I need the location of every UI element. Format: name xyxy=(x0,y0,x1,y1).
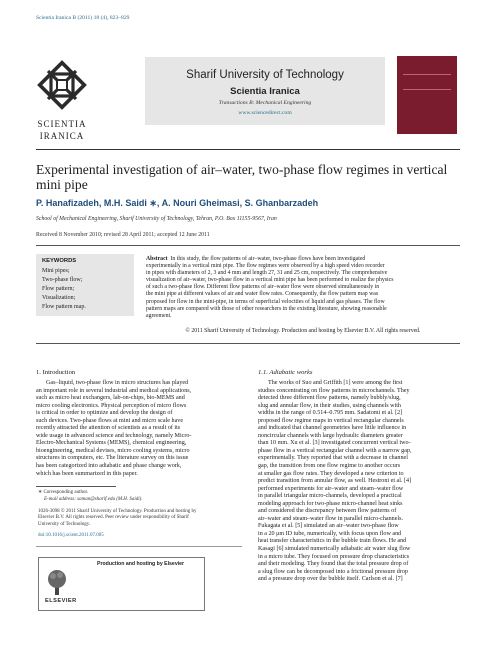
abstract-label: Abstract xyxy=(146,256,168,262)
adiabatic-line: a slug flow can be decomposed into a frictional pressure drop xyxy=(258,568,408,575)
intro-line: micro cooling electronics. Physical perception of micro flows xyxy=(36,402,187,409)
journal-header xyxy=(145,57,385,125)
elsevier-tree-icon xyxy=(45,568,69,596)
abstract-copyright: © 2011 Sharif University of Technology. Production and hosting by Elsevier B.V. All rights reserved. xyxy=(185,328,421,334)
intro-line: Gas–liquid, two-phase flow in micro structures has played xyxy=(46,380,189,386)
adiabatic-line: slug and annular flow, in their studies, using channels with xyxy=(258,402,401,409)
section-heading-introduction: 1. Introduction xyxy=(36,369,76,376)
header-rule xyxy=(36,149,460,150)
transactions-line: Transactions B: Mechanical Engineering xyxy=(218,100,312,106)
adiabatic-line: noncircular channels with large hydraulic diameters greater xyxy=(258,432,403,439)
received-dates: Received 8 November 2010; revised 28 April 2011; accepted 12 June 2011 xyxy=(36,232,210,238)
intro-line: such as micro heat exchangers, lab-on-chips, bio-MEMS and xyxy=(36,395,185,402)
adiabatic-line: modeling approach for two-phase micro-channel heat sinks xyxy=(258,500,403,507)
journal-logo xyxy=(34,57,90,145)
knot-emblem-icon xyxy=(34,57,90,119)
intro-line: an important role in several industrial and medical applications, xyxy=(36,387,192,394)
intro-line: structures in computers, etc. The literature survey on this issue xyxy=(36,455,189,462)
logo-text-line1: SCIENTIA xyxy=(37,119,87,129)
intro-line: has been categorized into adiabatic and phase change work, xyxy=(36,463,182,470)
adiabatic-line: Fukagata et al. [5] simulated an air–water two-phase flow xyxy=(258,523,399,530)
abstract-line: in pipes with diameters of 2, 3 and 4 mm and length 27, 31 and 25 cm, respectively. The comprehensive xyxy=(146,270,388,277)
affiliation: School of Mechanical Engineering, Sharif University of Technology, Tehran, P.O. Box 11155-9567, Iran xyxy=(36,216,277,222)
adiabatic-line: and indicated that channel geometries have little influence in xyxy=(258,425,407,432)
adiabatic-line: proposed flow regime maps in vertical rectangular channels xyxy=(258,417,404,424)
intro-line: Electro-Mechanical Systems (MEMS), chemical engineering, xyxy=(36,440,187,447)
adiabatic-line: in a 20 μm ID tube, numerically, with focus upon flow and xyxy=(258,530,402,537)
abstract-line: the mini pipe at different values of air and water flow rates. Consequently, the flow pattern map was xyxy=(146,291,379,298)
logo-text-line2: IRANICA xyxy=(39,131,85,141)
adiabatic-line: and a pressure drop over the bubble itself. Carlson et al. [7] xyxy=(258,576,403,583)
intro-line: recently attracted the attention of scientists as a result of its xyxy=(36,425,181,432)
doi-rule xyxy=(36,546,242,547)
adiabatic-line: at smaller gas flow rates. They developed a new criterion to xyxy=(258,470,404,477)
footnote-rule xyxy=(36,486,116,487)
adiabatic-line: in parallel triangular micro-channels, developed a practical xyxy=(258,493,402,500)
adiabatic-line: Kasagi [6] simulated numerically adiabatic air water slug flow xyxy=(258,546,411,553)
cover-band xyxy=(403,74,451,90)
abstract xyxy=(146,256,460,320)
corresponding-author-note: ∗ Corresponding author. xyxy=(38,490,89,495)
abstract-line: of such a two-phase flow. Different flow patterns of air–water flow were observed simultaneously in xyxy=(146,284,380,291)
elsevier-box xyxy=(38,557,205,611)
section-heading-adiabatic: 1.1. Adiabatic works xyxy=(258,369,313,376)
abstract-line: visualization of air–water, two-phase flow in a vertical mini pipe has been performed to realize the physics xyxy=(146,277,394,284)
author-list: P. Hanafizadeh, M.H. Saidi ∗, A. Nouri Gheimasi, S. Ghanbarzadeh xyxy=(36,198,319,208)
adiabatic-text xyxy=(258,380,462,584)
keyword-item: Flow pattern; xyxy=(42,286,75,292)
keyword-item: Flow pattern map. xyxy=(42,304,86,310)
university-name: Sharif University of Technology xyxy=(186,69,344,81)
adiabatic-line: and considered the discrepancy between flow patterns of xyxy=(258,508,397,515)
keyword-item: Visualization; xyxy=(42,295,76,301)
adiabatic-line: The works of Suo and Griffith [1] were among the first xyxy=(268,380,403,386)
intro-line: bioengineering, medical devises, micro cooling systems, micro xyxy=(36,447,190,454)
keywords-heading: KEYWORDS xyxy=(42,258,77,264)
doi-link[interactable]: doi:10.1016/j.scient.2011.07.005 xyxy=(38,533,104,538)
intro-line: such devices. Two-phase flows at mini and micro scale have xyxy=(36,417,184,424)
keywords-box xyxy=(36,254,134,316)
abstract-line: proposed for flow in the mini-pipe, in terms of superficial velocities of liquid and gas phases. The flow xyxy=(146,298,385,305)
adiabatic-line: detected three different flow patterns, namely bubbly/slug, xyxy=(258,395,401,402)
abstract-line: Abstract In this study, the flow patterns of air–water, two-phase flows have been investigated xyxy=(146,256,366,262)
adiabatic-line: experimentally. They reported that with a decrease in channel xyxy=(258,455,408,462)
adiabatic-line: gap, the transition from one flow regime to another occurs xyxy=(258,463,401,470)
introduction-text xyxy=(36,380,241,478)
adiabatic-line: air–water and steam–water flow in parallel micro-channels. xyxy=(258,515,404,522)
journal-reference: Scientia Iranica B (2011) 18 (4), 823–829 xyxy=(36,15,130,21)
journal-cover-image xyxy=(397,56,457,134)
intro-line: which has been summarized in this paper. xyxy=(36,470,138,477)
elsevier-wordmark: ELSEVIER xyxy=(45,598,77,604)
elsevier-caption: Production and hosting by Elsevier xyxy=(97,561,185,567)
intro-line: is critical in order to optimize and develop the design of xyxy=(36,410,173,417)
intro-line: wide usage in advanced science and technology, namely Micro- xyxy=(36,432,192,439)
abstract-rule xyxy=(36,343,460,344)
issn-copyright-note: 1026-3098 © 2011 Sharif University of Technology. Production and hosting by Elsevier B.V. All rights reserved. Peer review under responsibility of Sharif University of Technology. xyxy=(38,509,197,527)
title-rule xyxy=(36,245,460,246)
keyword-item: Two-phase flow; xyxy=(42,277,83,283)
abstract-line: agreement. xyxy=(146,312,172,319)
journal-website-link[interactable]: www.sciencedirect.com xyxy=(238,110,292,116)
journal-name: Scientia Iranica xyxy=(230,86,300,97)
adiabatic-line: than 10 mm. Xu et al. [3] investigated concurrent vertical two- xyxy=(258,440,411,447)
adiabatic-line: studies concentrating on flow patterns in microchannels. They xyxy=(258,387,410,394)
adiabatic-line: in a micro tube. They focused on pressure drop characteristics xyxy=(258,553,410,560)
adiabatic-line: phase flow in a vertical rectangular channel with a narrow gap, xyxy=(258,447,412,454)
author-email: E-mail address: saman@sharif.edu (M.H. Saidi). xyxy=(44,497,143,502)
adiabatic-line: heat transfer characteristics in the bubble train flows. He and xyxy=(258,538,407,545)
adiabatic-line: widths in the range of 0.514–0.795 mm. Sadatomi et al. [2] xyxy=(258,410,403,417)
adiabatic-line: predict transition from annular flow, as well. Hestroni et al. [4] xyxy=(258,478,412,485)
paper-title: Experimental investigation of air–water, two-phase flow regimes in vertical mini pipe xyxy=(36,162,448,192)
adiabatic-line: and their modeling. They found that the total pressure drop of xyxy=(258,561,409,568)
abstract-line: experimentally in a vertical mini pipe. The flow regimes were observed by a high speed video recorder xyxy=(146,263,385,270)
keyword-item: Mini pipes; xyxy=(42,268,70,274)
adiabatic-line: performed experiments for air–water and steam–water flow xyxy=(258,485,404,492)
abstract-line: pattern maps are compared with those of other researchers in the existing literature, showing reasonable xyxy=(146,305,387,312)
